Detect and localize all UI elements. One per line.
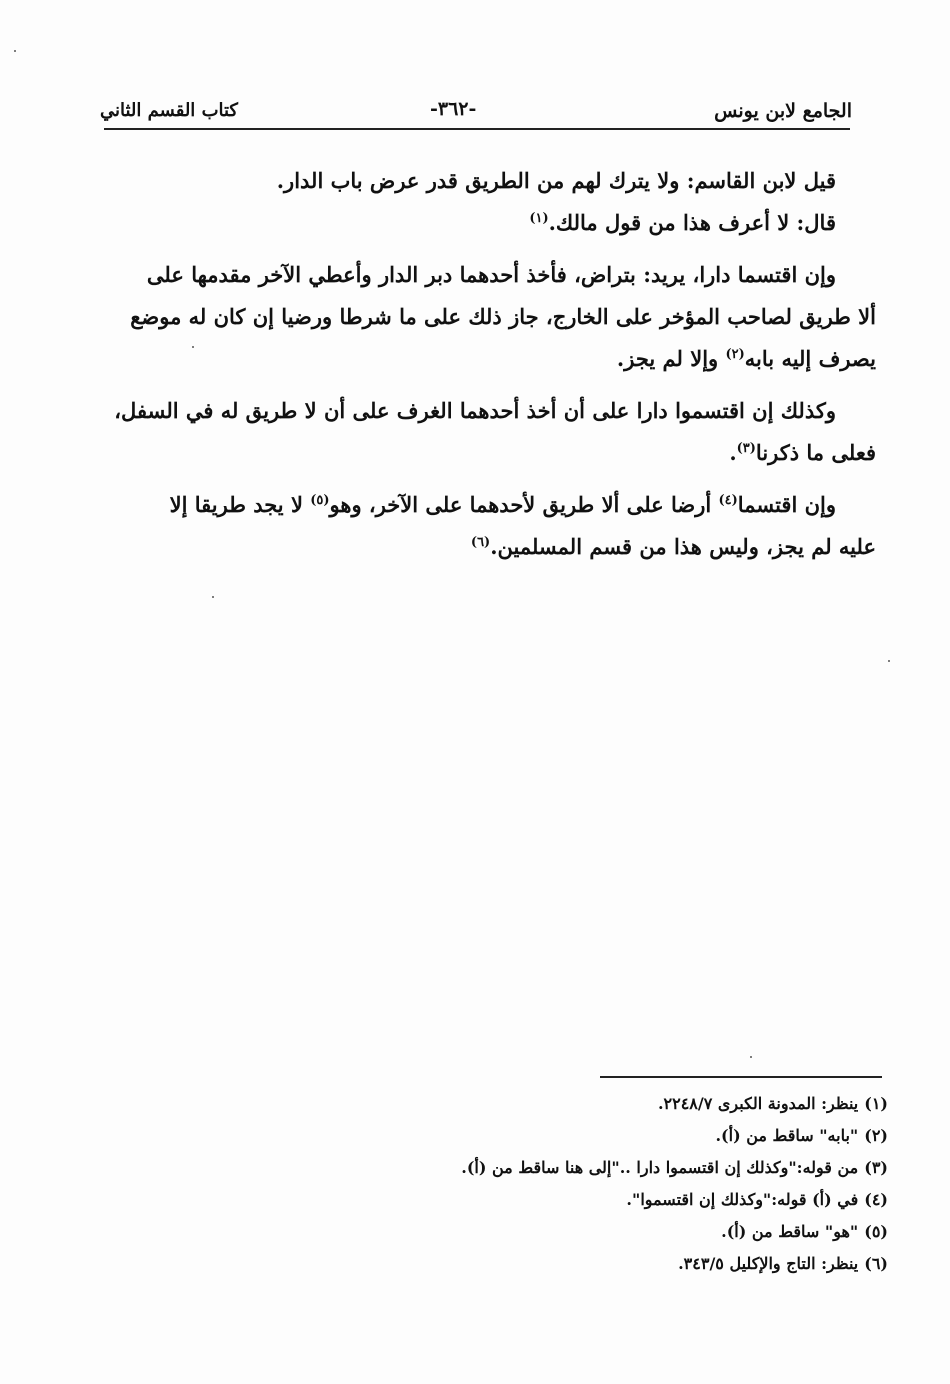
footnote-number: (٥): [864, 1222, 888, 1241]
text-span: يصرف إليه بابه: [744, 346, 876, 371]
footnote-number: (٣): [864, 1158, 888, 1177]
text-span: عليه لم يجز، وليس هذا من قسم المسلمين.: [490, 534, 876, 559]
text-line: [98, 338, 876, 380]
text-line: ألا طريق لصاحب المؤخر على الخارج، جاز ذلك على ما شرطا ورضيا إن كان له موضع: [130, 304, 876, 329]
page-number: -٣٦٢-: [430, 98, 477, 120]
text-span: لا يجد طريقا إلا: [169, 492, 311, 517]
text-line: قيل لابن القاسم: ولا يترك لهم من الطريق قدر عرض باب الدار.: [276, 168, 836, 193]
text-line: وكذلك إن اقتسموا دارا على أن أخذ أحدهما الغرف على أن لا طريق له في السفل،: [114, 398, 836, 423]
scan-speck: [750, 1056, 752, 1058]
footnote-ref: (٦): [470, 535, 491, 550]
paragraph-4: [98, 484, 876, 568]
footnote-divider: [600, 1076, 882, 1078]
footnote-text: من قوله:"وكذلك إن اقتسموا دارا .."إلى هنا ساقط من (أ).: [461, 1158, 859, 1177]
footnote-item: [380, 1152, 888, 1184]
paragraph-2: [98, 254, 876, 380]
footnote-item: [380, 1216, 888, 1248]
scan-speck: [14, 50, 16, 52]
footnote-number: (٦): [864, 1254, 888, 1273]
footnote-ref: (٣): [736, 441, 756, 456]
text-span: فعلى ما ذكرنا: [755, 440, 876, 465]
footnote-item: [380, 1088, 888, 1120]
text-span: أرضا على ألا طريق لأحدهما على الآخر، وهو: [329, 492, 719, 517]
footnote-number: (٢): [864, 1126, 888, 1145]
text-line: [98, 202, 876, 244]
footnote-text: في (أ) قوله:"وكذلك إن اقتسموا".: [626, 1190, 859, 1209]
footnote-item: [380, 1120, 888, 1152]
footnote-ref: (٤): [718, 493, 738, 508]
main-text: [98, 160, 876, 578]
footnote-item: [380, 1184, 888, 1216]
footnote-ref: (١): [529, 211, 549, 226]
footnotes: [380, 1088, 888, 1280]
footnote-ref: (٢): [725, 347, 745, 362]
text-line: [98, 526, 876, 568]
text-span: وإن اقتسما: [737, 492, 836, 517]
footnote-text: ينظر: التاج والإكليل ٣٤٣/٥.: [678, 1254, 859, 1273]
paragraph-1: [98, 160, 876, 244]
page-header: [100, 96, 852, 126]
footnote-number: (٤): [864, 1190, 888, 1209]
scan-speck: [888, 660, 890, 662]
paragraph-3: [98, 390, 876, 474]
footnote-text: "بابه" ساقط من (أ).: [715, 1126, 859, 1145]
footnote-item: [380, 1248, 888, 1280]
footnote-text: "هو" ساقط من (أ).: [721, 1222, 859, 1241]
footnote-number: (١): [864, 1094, 888, 1113]
text-span: وإلا لم يجز.: [616, 346, 726, 371]
text-line: [98, 484, 876, 526]
text-line: فعلى ما ذكرنا$^{(٣)}$.: [729, 440, 876, 465]
footnote-ref: (٥): [310, 493, 330, 508]
header-book-title: الجامع لابن يونس: [714, 100, 852, 122]
text-line: وإن اقتسما دارا، يريد: بتراض، فأخذ أحدهما دبر الدار وأعطي الآخر مقدمها على: [146, 262, 836, 287]
header-divider: [104, 128, 850, 130]
text-span: قال: لا أعرف هذا من قول مالك.: [548, 210, 836, 235]
scan-speck: [192, 346, 194, 348]
footnote-text: ينظر: المدونة الكبرى ٢٢٤٨/٧.: [657, 1094, 859, 1113]
header-section-title: كتاب القسم الثاني: [100, 100, 239, 121]
scan-speck: [212, 596, 214, 598]
